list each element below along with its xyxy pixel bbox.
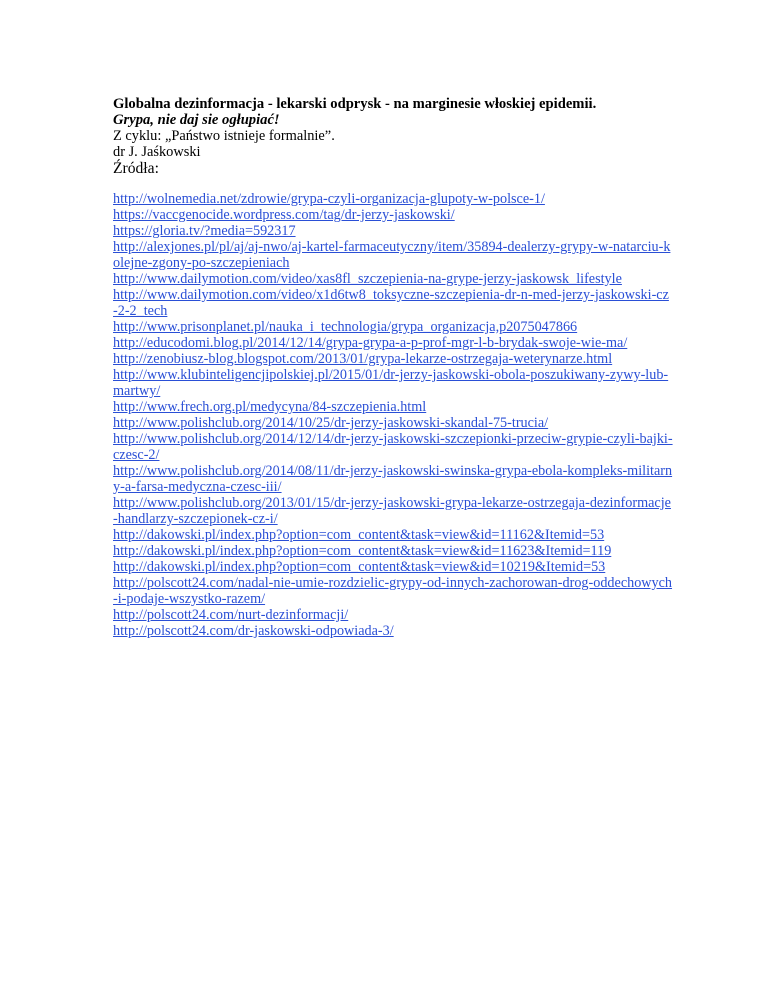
source-list-item	[113, 319, 673, 335]
source-link[interactable]: http://polscott24.com/nurt-dezinformacji/	[113, 607, 349, 623]
sources-list	[113, 191, 673, 639]
source-link[interactable]: http://www.frech.org.pl/medycyna/84-szczepienia.html	[113, 399, 427, 415]
source-link[interactable]: http://www.polishclub.org/2014/08/11/dr-jerzy-jaskowski-swinska-grypa-ebola-kompleks-militarny-a-farsa-medyczna-czesc-iii/	[113, 463, 673, 495]
source-link[interactable]: http://dakowski.pl/index.php?option=com_content&task=view&id=11623&Itemid=119	[113, 543, 612, 559]
source-link[interactable]: http://www.polishclub.org/2013/01/15/dr-jerzy-jaskowski-grypa-lekarze-ostrzegaja-dezinformacje-handlarzy-szczepionek-cz-i/	[113, 495, 671, 527]
source-list-item	[113, 191, 673, 207]
source-list-item	[113, 575, 673, 607]
source-link[interactable]: http://www.dailymotion.com/video/xas8fl_szczepienia-na-grype-jerzy-jaskowsk_lifestyle	[113, 271, 622, 287]
source-link[interactable]: http://polscott24.com/dr-jaskowski-odpowiada-3/	[113, 623, 394, 639]
source-list-item	[113, 607, 673, 623]
source-link[interactable]: http://www.dailymotion.com/video/x1d6tw8_toksyczne-szczepienia-dr-n-med-jerzy-jaskowski-cz-2-2_tech	[113, 287, 669, 319]
source-list-item	[113, 335, 673, 351]
source-list-item	[113, 415, 673, 431]
sources-heading: Źródła:	[113, 160, 159, 177]
source-link[interactable]: http://www.polishclub.org/2014/10/25/dr-jerzy-jaskowski-skandal-75-trucia/	[113, 415, 549, 431]
source-list-item	[113, 463, 673, 495]
source-list-item	[113, 527, 673, 543]
source-list-item	[113, 623, 673, 639]
series-line: Z cyklu: „Państwo istnieje formalnie”.	[113, 128, 335, 144]
source-list-item	[113, 431, 673, 463]
source-list-item	[113, 543, 673, 559]
source-link[interactable]: http://polscott24.com/nadal-nie-umie-rozdzielic-grypy-od-innych-zachorowan-drog-oddechowych-i-podaje-wszystko-razem/	[113, 575, 673, 607]
source-list-item	[113, 271, 673, 287]
source-list-item	[113, 207, 673, 223]
source-list-item	[113, 239, 673, 271]
source-link[interactable]: http://www.prisonplanet.pl/nauka_i_technologia/grypa_organizacja,p2075047866	[113, 319, 578, 335]
source-link[interactable]: http://dakowski.pl/index.php?option=com_content&task=view&id=10219&Itemid=53	[113, 559, 606, 575]
document-title: Globalna dezinformacja - lekarski odprysk - na marginesie włoskiej epidemii.	[113, 96, 597, 112]
document-page	[113, 96, 673, 639]
source-link[interactable]: http://zenobiusz-blog.blogspot.com/2013/01/grypa-lekarze-ostrzegaja-weterynarze.html	[113, 351, 613, 367]
source-link[interactable]: http://educodomi.blog.pl/2014/12/14/grypa-grypa-a-p-prof-mgr-l-b-brydak-swoje-wie-ma/	[113, 335, 628, 351]
source-list-item	[113, 559, 673, 575]
author-line: dr J. Jaśkowski	[113, 144, 201, 160]
source-link[interactable]: https://gloria.tv/?media=592317	[113, 223, 296, 239]
document-subtitle: Grypa, nie daj sie ogłupiać!	[113, 112, 280, 128]
source-list-item	[113, 495, 673, 527]
source-link[interactable]: http://dakowski.pl/index.php?option=com_content&task=view&id=11162&Itemid=53	[113, 527, 605, 543]
source-list-item	[113, 351, 673, 367]
source-list-item	[113, 223, 673, 239]
source-link[interactable]: http://wolnemedia.net/zdrowie/grypa-czyli-organizacja-glupoty-w-polsce-1/	[113, 191, 545, 207]
source-list-item	[113, 399, 673, 415]
source-link[interactable]: https://vaccgenocide.wordpress.com/tag/dr-jerzy-jaskowski/	[113, 207, 455, 223]
source-link[interactable]: http://alexjones.pl/pl/aj/aj-nwo/aj-kartel-farmaceutyczny/item/35894-dealerzy-grypy-w-natarciu-kolejne-zgony-po-szczepieniach	[113, 239, 671, 271]
source-list-item	[113, 287, 673, 319]
source-list-item	[113, 367, 673, 399]
source-link[interactable]: http://www.polishclub.org/2014/12/14/dr-jerzy-jaskowski-szczepionki-przeciw-grypie-czyli-bajki-czesc-2/	[113, 431, 673, 463]
source-link[interactable]: http://www.klubinteligencjipolskiej.pl/2015/01/dr-jerzy-jaskowski-obola-poszukiwany-zywy-lub-martwy/	[113, 367, 669, 399]
